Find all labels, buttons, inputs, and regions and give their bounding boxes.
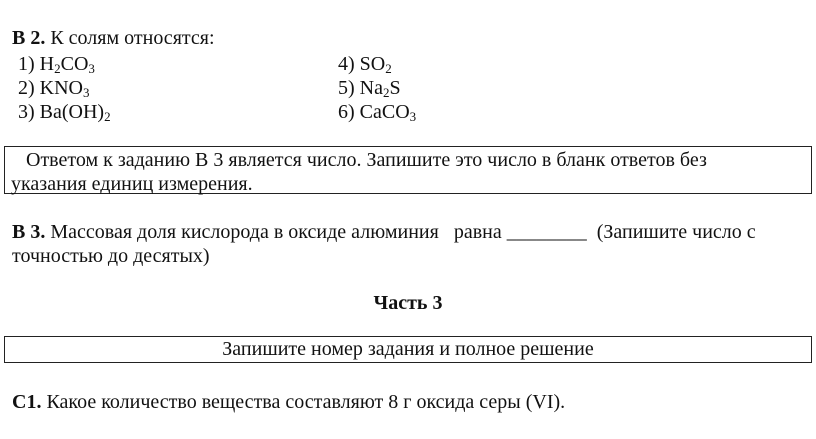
- answer-option: 6) CaCO$_3$: [338, 101, 417, 124]
- answer-option: 4) $SO_2$: [338, 53, 392, 76]
- instruction-line-1: Ответом к заданию В 3 является число. Запишите это число в бланк ответов без: [11, 149, 707, 171]
- answer-option: 3) $Ba(OH)_2$: [18, 101, 111, 124]
- question-b2-label: В 2.: [12, 27, 46, 49]
- question-b2: [12, 26, 215, 50]
- answer-option: 2) $KNO_3$: [18, 77, 90, 100]
- question-c1-label: С1.: [12, 391, 42, 413]
- solution-instruction-box: [4, 336, 812, 363]
- question-c1: [12, 390, 565, 414]
- answer-option: 1) $H_2CO_3$: [18, 53, 95, 76]
- answer-option: 5) $Na_2S$: [338, 77, 401, 100]
- question-c1-text: Какое количество вещества составляют 8 г оксида серы (VI).: [41, 391, 566, 413]
- instruction-line-2: указания единиц измерения.: [11, 173, 253, 195]
- question-b3-text: Массовая доля кислорода в оксиде алюминия равна ________ (Запишите число с: [45, 221, 756, 243]
- question-b3-label: В 3.: [12, 221, 46, 243]
- question-b3: [12, 220, 756, 244]
- instruction-box: [4, 146, 812, 194]
- question-b3-line-2: точностью до десятых): [12, 245, 210, 267]
- section-title: Часть 3: [373, 292, 443, 314]
- solution-instruction-text: Запишите номер задания и полное решение: [222, 338, 594, 360]
- question-b2-text: К солям относятся:: [45, 27, 215, 49]
